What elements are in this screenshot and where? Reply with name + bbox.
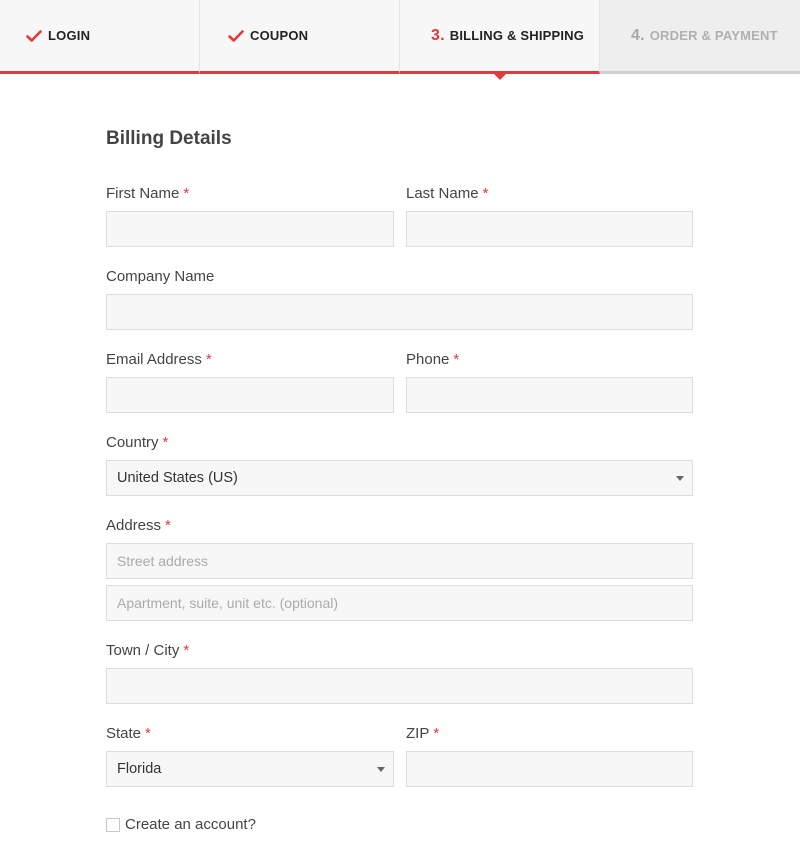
street-address-input[interactable] xyxy=(106,543,693,579)
first-name-label-text: First Name xyxy=(106,185,180,202)
step-label: ORDER & PAYMENT xyxy=(649,28,778,43)
city-input[interactable] xyxy=(106,668,693,704)
phone-input[interactable] xyxy=(406,377,693,413)
required-marker: * xyxy=(183,185,190,202)
state-label xyxy=(106,725,151,742)
check-icon xyxy=(26,30,42,42)
checkout-steps xyxy=(0,0,800,74)
email-label-text: Email Address xyxy=(106,351,202,368)
dropdown-caret-icon xyxy=(377,767,385,772)
company-name-input[interactable] xyxy=(106,294,693,330)
country-label xyxy=(106,434,168,451)
step-label: BILLING & SHIPPING xyxy=(449,28,585,43)
create-account-checkbox[interactable] xyxy=(106,818,120,832)
required-marker: * xyxy=(162,434,169,451)
state-select[interactable] xyxy=(106,751,394,787)
zip-label-text: ZIP xyxy=(406,725,430,742)
create-account-row[interactable] xyxy=(106,816,256,833)
country-selected-value: United States (US) xyxy=(117,470,238,486)
step-label: COUPON xyxy=(250,28,309,43)
required-marker: * xyxy=(433,725,440,742)
address-label-text: Address xyxy=(106,517,162,534)
required-marker: * xyxy=(183,642,190,659)
company-name-label xyxy=(106,268,214,285)
state-selected-value: Florida xyxy=(117,761,162,777)
phone-label xyxy=(406,351,459,368)
step-login[interactable] xyxy=(0,0,200,74)
required-marker: * xyxy=(205,351,212,368)
dropdown-caret-icon xyxy=(676,476,684,481)
last-name-input[interactable] xyxy=(406,211,693,247)
zip-label xyxy=(406,725,439,742)
step-coupon[interactable] xyxy=(200,0,400,74)
address-label xyxy=(106,517,171,534)
email-label xyxy=(106,351,212,368)
city-label-text: Town / City xyxy=(106,642,180,659)
required-marker: * xyxy=(482,185,489,202)
active-step-pointer-icon xyxy=(493,73,507,80)
country-label-text: Country xyxy=(106,434,159,451)
required-marker: * xyxy=(453,351,460,368)
check-icon xyxy=(228,30,244,42)
step-order-payment[interactable] xyxy=(600,0,800,74)
email-input[interactable] xyxy=(106,377,394,413)
first-name-label xyxy=(106,185,189,202)
phone-label-text: Phone xyxy=(406,351,450,368)
required-marker: * xyxy=(165,517,171,534)
required-marker: * xyxy=(145,725,151,742)
last-name-label xyxy=(406,185,488,202)
billing-details-title: Billing Details xyxy=(106,128,232,149)
zip-input[interactable] xyxy=(406,751,693,787)
company-name-label-text: Company Name xyxy=(106,268,215,285)
step-billing-shipping[interactable] xyxy=(400,0,600,74)
apartment-input[interactable] xyxy=(106,585,693,621)
step-label: LOGIN xyxy=(48,28,91,43)
city-label xyxy=(106,642,189,659)
last-name-label-text: Last Name xyxy=(406,185,479,202)
first-name-input[interactable] xyxy=(106,211,394,247)
step-number: 3. xyxy=(431,26,445,44)
country-select[interactable] xyxy=(106,460,693,496)
state-label-text: State xyxy=(106,725,142,742)
step-number: 4. xyxy=(631,26,645,44)
create-account-label[interactable]: Create an account? xyxy=(125,816,256,833)
